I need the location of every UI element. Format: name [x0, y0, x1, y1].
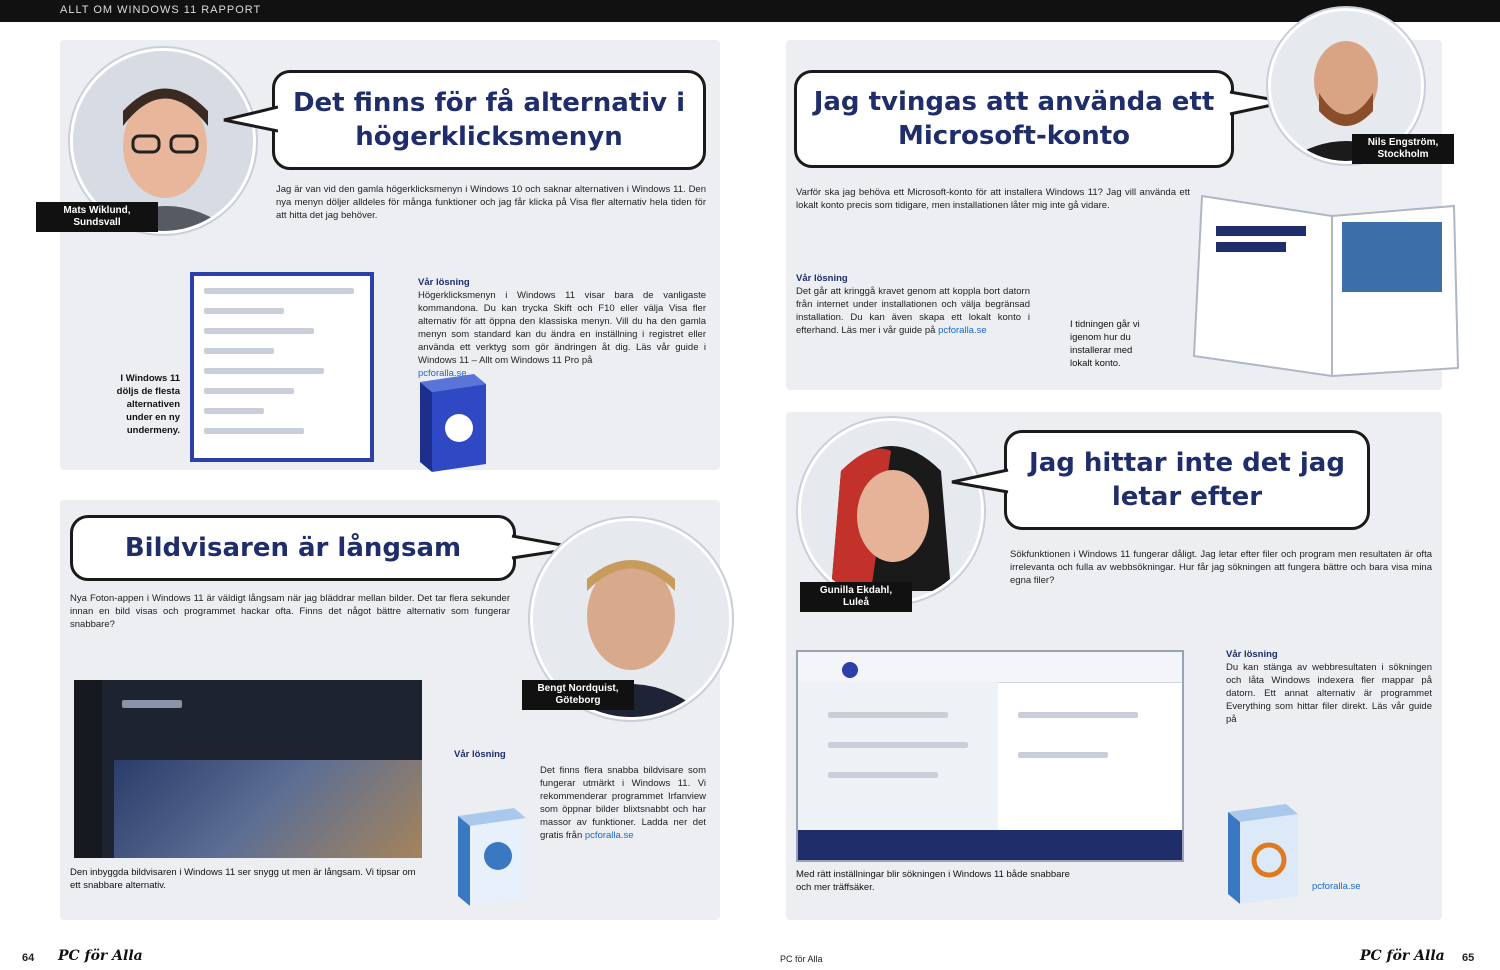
result-row — [1018, 712, 1138, 718]
bubble-tail-1 — [222, 105, 278, 135]
solution-text-4: Du kan stänga av webbresultaten i sökningen och låta Windows indexera fler mappar på datorn. Ett annat alternativ är programmet Everything som hittar filer direkt. Läs vår guide på — [1226, 662, 1432, 725]
section-header: ALLT OM WINDOWS 11 RAPPORT — [60, 4, 262, 16]
headline-1: Det finns för få alternativ i högerklicksmenyn — [292, 88, 686, 152]
solution-link-block-4 — [1312, 880, 1432, 896]
search-icon — [842, 662, 858, 678]
caption-1: I Windows 11 döljs de flesta alternativen under en ny undermeny. — [116, 373, 180, 436]
solution-2 — [796, 272, 1030, 376]
photo-viewer-screenshot — [74, 680, 422, 858]
search-screenshot — [796, 650, 1184, 862]
page-number-right: 65 — [1462, 952, 1475, 964]
quote-3: Nya Foton-appen i Windows 11 är väldigt långsam när jag bläddrar mellan bilder. Det tar flera sekunder innan en bild visas och programmet hackar ofta. Finns det något bättre alternativ som fungerar snabbare? — [70, 593, 510, 630]
result-row — [828, 712, 948, 718]
bubble-tail-4 — [950, 466, 1010, 496]
menu-row — [204, 288, 354, 294]
solution-1 — [418, 276, 706, 466]
brand-left: PC för Alla — [58, 948, 143, 964]
menu-row — [204, 308, 284, 314]
solution-label-1: Vår lösning — [418, 277, 470, 288]
portrait-4 — [798, 418, 984, 604]
solution-link-2[interactable]: pcforalla.se — [938, 325, 987, 336]
solution-4 — [1226, 648, 1432, 798]
viewer-image — [114, 760, 422, 858]
speech-bubble-1 — [272, 70, 706, 170]
menu-row — [204, 368, 324, 374]
menu-row — [204, 408, 264, 414]
viewer-title — [122, 700, 182, 708]
quote-1: Jag är van vid den gamla högerklicksmenyn i Windows 10 och saknar alternativen i Windows 11. Den nya menyn döljer alldeles för många funktioner och jag får klicka på Visa fler alternativ hela tiden för att hitta det jag behöver. — [276, 184, 706, 221]
solution-text-3-block — [540, 764, 706, 904]
solution-label-2: Vår lösning — [796, 273, 848, 284]
person-name-3: Bengt Nordquist, Göteborg — [522, 680, 634, 710]
solution-label-3: Vår lösning — [454, 749, 506, 760]
quote-2: Varför ska jag behöva ett Microsoft-konto för att installera Windows 11? Jag vill använda ett lokalt konto precis som tidigare, men installationen låter mig inte gå vidare. — [796, 187, 1190, 211]
caption-2: I tidningen går vi igenom hur du installerar med lokalt konto. — [1070, 319, 1140, 369]
solution-link-3[interactable]: pcforalla.se — [584, 830, 634, 841]
solution-text-2: Det går att kringgå kravet genom att koppla bort datorn från internet under installationen och välja begränsad installation. Du kan även skapa ett lokalt konto i efterhand. Läs mer i vår guide på — [796, 286, 1030, 336]
menu-row — [204, 428, 304, 434]
top-bar — [0, 0, 1500, 22]
software-box-icon-3 — [452, 804, 530, 908]
result-row — [1018, 752, 1108, 758]
menu-row — [204, 328, 314, 334]
solution-text-3: Det finns flera snabba bildvisare som fungerar utmärkt i Windows 11. Vi rekommenderar programmet Irfanview som öppnar bilder blixtsnabbt och har massor av funktioner. Ladda ner det gratis från — [540, 765, 706, 841]
solution-link-1[interactable]: pcforalla.se — [418, 368, 467, 379]
search-sidebar — [798, 682, 998, 830]
solution-text-1: Högerklicksmenyn i Windows 11 visar bara de vanligaste kommandona. Du kan trycka Skift och F10 eller välja Visa fler alternativ för att öppna den klassiska menyn. Vill du ha den gamla menyn som standard kan du ändra en inställning i registret eller använda ett verktyg som gör ändringen åt dig. Läs vår guide i Windows 11 – Allt om Windows 11 Pro på — [418, 290, 706, 366]
result-row — [828, 742, 968, 748]
viewer-sidebar — [74, 680, 102, 858]
caption-4: Med rätt inställningar blir sökningen i Windows 11 både snabbare och mer träffsäker. — [796, 869, 1070, 893]
caption-3: Den inbyggda bildvisaren i Windows 11 ser snygg ut men är långsam. Vi tipsar om ett snabbare alternativ. — [70, 867, 416, 891]
person-name-4: Gunilla Ekdahl, Luleå — [800, 582, 912, 612]
menu-row — [204, 348, 274, 354]
context-menu-screenshot — [190, 272, 374, 462]
page-number-left: 64 — [22, 952, 35, 964]
solution-label-4: Vår lösning — [1226, 649, 1278, 660]
speech-bubble-3 — [70, 515, 516, 581]
software-box-icon-4 — [1222, 800, 1302, 906]
quote-4: Sökfunktionen i Windows 11 fungerar dåligt. Jag letar efter filer och program men resultaten är ofta irrelevanta och fulla av webbsökningar. Hur får jag sökningen att fungera bättre och bara visa mina egna filer? — [1010, 549, 1432, 586]
magazine-spread-image — [1192, 186, 1462, 386]
headline-2: Jag tvingas att använda ett Microsoft-konto — [813, 87, 1215, 151]
person-name-2: Nils Engström, Stockholm — [1352, 134, 1454, 164]
person-name-1: Mats Wiklund, Sundsvall — [36, 202, 158, 232]
headline-3: Bildvisaren är långsam — [124, 533, 462, 563]
headline-4: Jag hittar inte det jag letar efter — [1029, 448, 1345, 512]
brand-right: PC för Alla — [1360, 948, 1445, 964]
footer-middle: PC för Alla — [780, 954, 823, 964]
solution-link-4[interactable]: pcforalla.se — [1312, 881, 1361, 892]
taskbar — [798, 830, 1182, 860]
speech-bubble-2 — [794, 70, 1234, 168]
result-row — [828, 772, 938, 778]
person-photo-4 — [801, 421, 981, 601]
menu-row — [204, 388, 294, 394]
speech-bubble-4 — [1004, 430, 1370, 530]
